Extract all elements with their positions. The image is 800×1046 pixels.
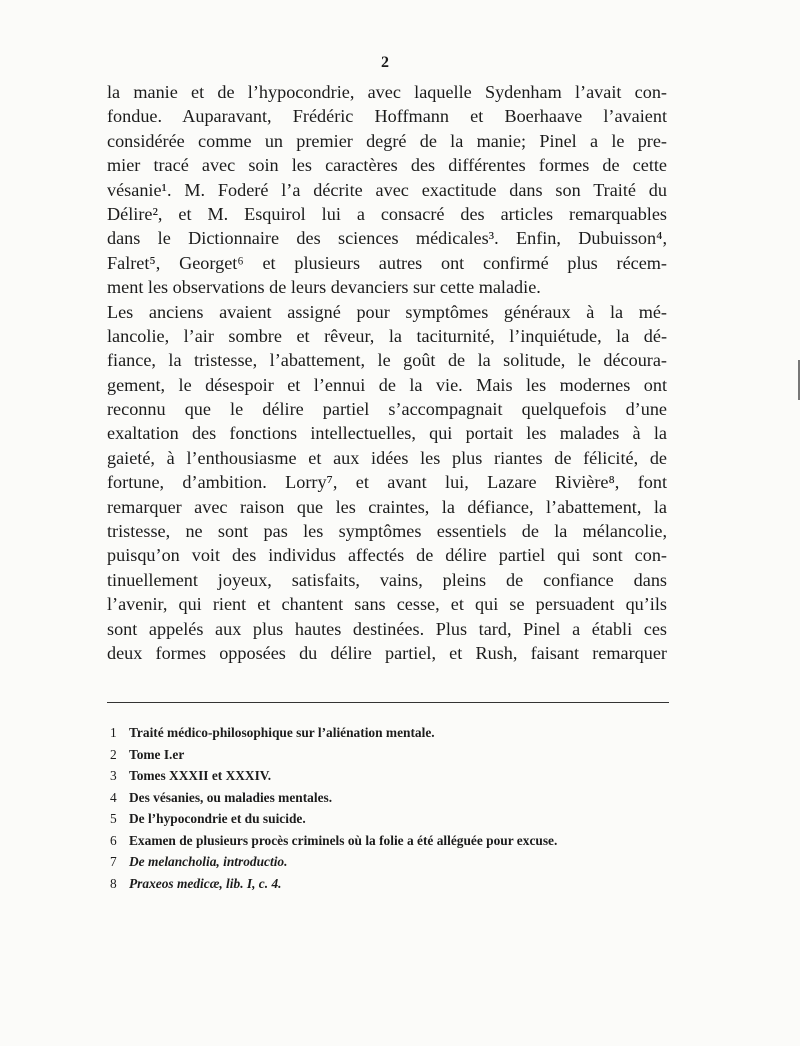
footnote	[110, 744, 670, 766]
text-line: Délire², et M. Esquirol lui a consacré des articles remarquables	[107, 203, 667, 224]
footnote	[110, 830, 670, 852]
footnote	[110, 722, 670, 744]
text-line: Les anciens avaient assigné pour symptômes généraux à la mé-	[107, 301, 667, 322]
footnote	[110, 851, 670, 873]
text-line: tinuellement joyeux, satisfaits, vains, pleins de confiance dans	[107, 569, 667, 590]
text-line: la manie et de l’hypocondrie, avec laquelle Sydenham l’avait con-	[107, 82, 667, 102]
text-line: Falret⁵, Georget⁶ et plusieurs autres ont confirmé plus récem-	[107, 252, 667, 273]
footnote-number: 2	[110, 746, 117, 762]
text-line: considérée comme un premier degré de la manie; Pinel a le pre-	[107, 130, 667, 151]
text-line: l’avenir, qui rient et chantent sans cesse, et qui se persuadent qu’ils	[107, 594, 667, 615]
footnote-divider	[107, 702, 669, 703]
footnote-number: 7	[110, 854, 117, 869]
text-line: vésanie¹. M. Foderé l’a décrite avec exactitude dans son Traité du	[107, 179, 667, 200]
text-line: tristesse, ne sont pas les symptômes essentiels de la mélancolie,	[107, 521, 667, 542]
text-line: dans le Dictionnaire des sciences médicales³. Enfin, Dubuisson⁴,	[107, 228, 667, 249]
text-line: ment les observations de leurs devanciers sur cette maladie.	[107, 277, 541, 298]
footnote	[110, 765, 670, 787]
text-line: mier tracé avec soin les caractères des différentes formes de cette	[107, 155, 667, 176]
text-line: remarquer avec raison que les craintes, la défiance, l’abattement, la	[107, 496, 667, 517]
footnote-text: Des vésanies, ou maladies mentales.	[129, 789, 333, 805]
footnote	[110, 787, 670, 809]
footnote-number: 8	[110, 875, 117, 891]
footnote-number: 6	[110, 832, 117, 848]
footnote-number: 3	[110, 768, 117, 783]
text-line: sont appelés aux plus hautes destinées. Plus tard, Pinel a établi ces	[107, 618, 667, 639]
text-line: gaieté, à l’enthousiasme et aux idées les plus riantes de félicité, de	[107, 447, 667, 468]
footnote	[110, 873, 670, 895]
footnote-text: De l’hypocondrie et du suicide.	[129, 811, 306, 826]
text-line: lancolie, l’air sombre et rêveur, la taciturnité, l’inquiétude, la dé-	[107, 325, 667, 346]
footnote-number: 4	[110, 789, 117, 805]
footnote-text: Examen de plusieurs procès criminels où la folie a été alléguée pour excuse.	[129, 832, 558, 848]
footnote	[110, 808, 670, 830]
text-line: deux formes opposées du délire partiel, et Rush, faisant remarquer	[107, 642, 667, 663]
page-edge-mark	[792, 360, 800, 400]
footnotes	[110, 722, 670, 894]
text-line: fondue. Auparavant, Frédéric Hoffmann et Boerhaave l’avaient	[107, 106, 667, 127]
footnote-number: 5	[110, 811, 117, 826]
text-line: puisqu’on voit des individus affectés de délire partiel qui sont con-	[107, 545, 667, 566]
footnote-text: Tome I.er	[129, 746, 185, 762]
page-number: 2	[381, 54, 389, 71]
text-line: gement, le désespoir et l’ennui de la vie. Mais les modernes ont	[107, 374, 667, 395]
text-line: exaltation des fonctions intellectuelles, qui portait les malades à la	[107, 423, 667, 444]
body-text	[107, 80, 667, 665]
text-line: reconnu que le délire partiel s’accompagnait quelquefois d’une	[107, 399, 667, 420]
footnote-text: Traité médico-philosophique sur l’aliénation mentale.	[129, 725, 435, 740]
footnote-text: De melancholia, introductio.	[129, 854, 288, 869]
text-line: fortune, d’ambition. Lorry⁷, et avant lui, Lazare Rivière⁸, font	[107, 472, 667, 493]
text-line: fiance, la tristesse, l’abattement, le goût de la solitude, le découra-	[107, 350, 667, 371]
footnote-number: 1	[110, 725, 117, 740]
footnote-text: Praxeos medicæ, lib. I, c. 4.	[129, 875, 282, 891]
footnote-text: Tomes XXXII et XXXIV.	[129, 768, 272, 783]
